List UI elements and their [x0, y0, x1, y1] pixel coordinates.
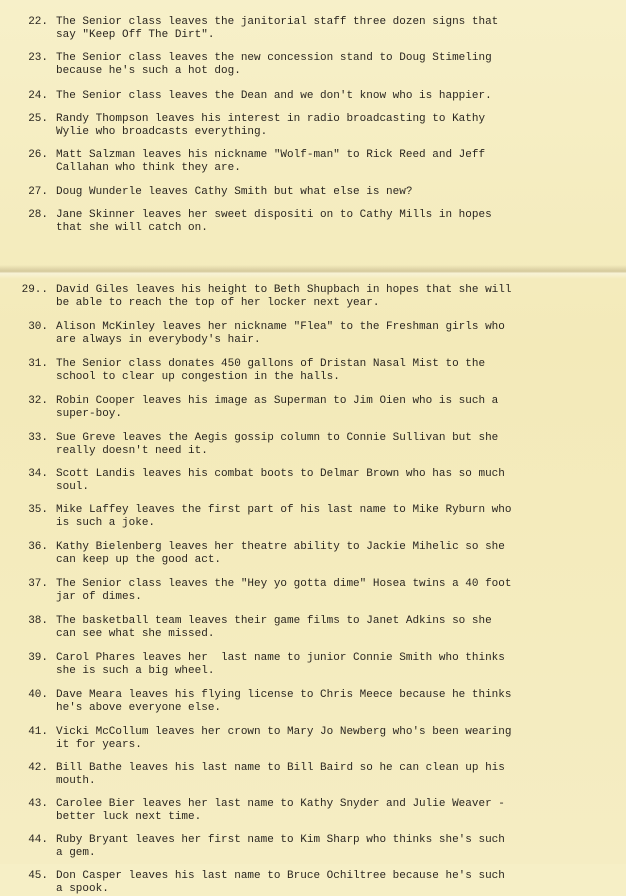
entry-number: 32.	[28, 395, 48, 407]
entry-number: 45.	[28, 870, 48, 882]
entry-number: 31.	[28, 358, 48, 370]
list-item	[0, 504, 626, 530]
entry-text: The basketball team leaves their game films to Janet Adkins so she can see what she missed.	[56, 615, 499, 640]
entry-text: Doug Wunderle leaves Cathy Smith but what else is new?	[56, 186, 413, 198]
entry-number: 35.	[28, 504, 48, 516]
list-item	[0, 432, 626, 458]
list-item	[0, 762, 626, 788]
list-item	[0, 578, 626, 604]
entry-text: Robin Cooper leaves his image as Superman to Jim Oien who is such a super-boy.	[56, 395, 505, 420]
entry-text: The Senior class leaves the "Hey yo gotta dime" Hosea twins a 40 foot jar of dimes.	[56, 578, 519, 603]
entry-text: David Giles leaves his height to Beth Shupbach in hopes that she will be able to reach the top of her locker next year.	[56, 284, 519, 309]
entry-text: Kathy Bielenberg leaves her theatre ability to Jackie Mihelic so she can keep up the good act.	[56, 541, 512, 566]
entry-text: Dave Meara leaves his flying license to Chris Meece because he thinks he's above everyone else.	[56, 689, 519, 714]
list-item	[0, 726, 626, 752]
entry-number: 41.	[28, 726, 48, 738]
list-item	[0, 358, 626, 384]
entry-text: Randy Thompson leaves his interest in radio broadcasting to Kathy Wylie who broadcasts everything.	[56, 113, 492, 138]
entry-text: Alison McKinley leaves her nickname "Flea" to the Freshman girls who are always in everybody's hair.	[56, 321, 512, 346]
list-item	[0, 149, 626, 175]
list-item	[0, 186, 626, 199]
list-item	[0, 52, 626, 78]
entry-number: 43.	[28, 798, 48, 810]
entry-number: 34.	[28, 468, 48, 480]
list-item	[0, 209, 626, 235]
list-item	[0, 113, 626, 139]
entry-text: Ruby Bryant leaves her first name to Kim Sharp who thinks she's such a gem.	[56, 834, 512, 859]
entry-number: 42.	[28, 762, 48, 774]
list-item	[0, 321, 626, 347]
entry-number: 44.	[28, 834, 48, 846]
entry-number: 39.	[28, 652, 48, 664]
entry-text: Jane Skinner leaves her sweet dispositi on to Cathy Mills in hopes that she will catch on.	[56, 209, 499, 234]
entry-text: Mike Laffey leaves the first part of his last name to Mike Ryburn who is such a joke.	[56, 504, 519, 529]
list-item	[0, 652, 626, 678]
entry-number: 38.	[28, 615, 48, 627]
entry-number: 36.	[28, 541, 48, 553]
entry-number: 30.	[28, 321, 48, 333]
entry-text: Matt Salzman leaves his nickname "Wolf-man" to Rick Reed and Jeff Callahan who think they are.	[56, 149, 492, 174]
entries-bottom-section	[0, 284, 626, 896]
list-item	[0, 284, 626, 310]
list-item	[0, 834, 626, 860]
entries-top-section	[0, 12, 626, 235]
list-item	[0, 468, 626, 494]
entry-number: 37.	[28, 578, 48, 590]
list-item	[0, 90, 626, 103]
entry-number: 40.	[28, 689, 48, 701]
entry-number: 22.	[28, 16, 48, 28]
entry-text: The Senior class leaves the janitorial staff three dozen signs that say "Keep Off The Dirt".	[56, 16, 505, 41]
list-item	[0, 16, 626, 42]
entry-text: Sue Greve leaves the Aegis gossip column to Connie Sullivan but she really doesn't need it.	[56, 432, 505, 457]
entry-number: 28.	[28, 209, 48, 221]
entry-number: 25.	[28, 113, 48, 125]
entry-text: Carol Phares leaves her last name to junior Connie Smith who thinks she is such a big wheel.	[56, 652, 512, 677]
entry-text: Scott Landis leaves his combat boots to Delmar Brown who has so much soul.	[56, 468, 512, 493]
entry-text: The Senior class donates 450 gallons of Dristan Nasal Mist to the school to clear up congestion in the halls.	[56, 358, 492, 383]
entry-number: 24.	[28, 90, 48, 102]
entry-number: 26.	[28, 149, 48, 161]
list-item	[0, 615, 626, 641]
entry-number: 27.	[28, 186, 48, 198]
entry-number: 29..	[21, 284, 48, 296]
list-item	[0, 689, 626, 715]
entry-number: 23.	[28, 52, 48, 64]
list-item	[0, 541, 626, 567]
page-fold-line	[0, 265, 626, 279]
list-item	[0, 870, 626, 896]
list-item	[0, 798, 626, 824]
entry-text: Don Casper leaves his last name to Bruce Ochiltree because he's such a spook.	[56, 870, 512, 895]
list-item	[0, 395, 626, 421]
entry-text: Carolee Bier leaves her last name to Kathy Snyder and Julie Weaver - better luck next time.	[56, 798, 512, 823]
entry-text: Bill Bathe leaves his last name to Bill Baird so he can clean up his mouth.	[56, 762, 512, 787]
entry-text: The Senior class leaves the Dean and we don't know who is happier.	[56, 90, 492, 102]
entry-number: 33.	[28, 432, 48, 444]
entry-text: Vicki McCollum leaves her crown to Mary Jo Newberg who's been wearing it for years.	[56, 726, 519, 751]
entry-text: The Senior class leaves the new concession stand to Doug Stimeling because he's such a hot dog.	[56, 52, 499, 77]
